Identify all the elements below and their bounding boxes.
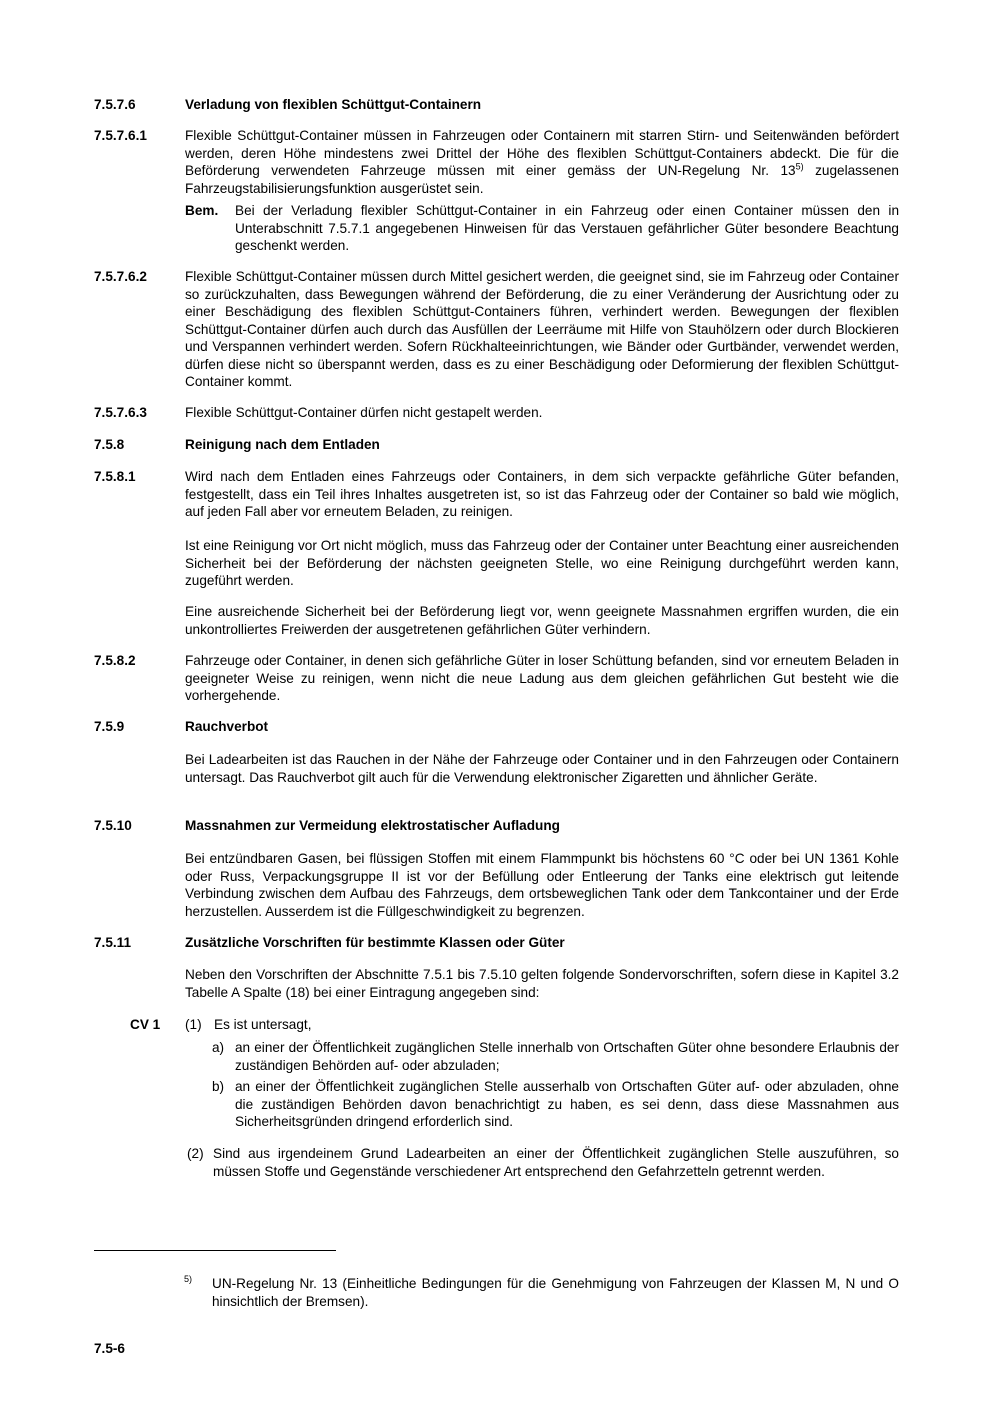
cv1-block [94,1016,899,1034]
section-number: 7.5.8.2 [94,653,136,668]
section-number: 7.5.9 [94,719,125,734]
section-7-5-7-6 [94,96,899,114]
list-item-text: Es ist untersagt, [214,1017,312,1032]
note-text: Bei der Verladung flexibler Schüttgut-Container in ein Fahrzeug oder einen Container müssen den in Unterabschnitt 7.5.7.1 angegebenen Hinweisen für das Verstauen gefährlicher Güter besondere Beachtung geschenkt werden. [235,203,899,253]
section-7-5-9-body [94,751,899,786]
footnote-text: UN-Regelung Nr. 13 (Einheitliche Bedingungen für die Genehmigung von Fahrzeugen der Klassen M, N und O hinsichtlich der Bremsen). [212,1276,899,1309]
cv1-item-2 [94,1145,899,1180]
cv-label: CV 1 [130,1017,161,1032]
note-block [185,202,899,255]
paragraph-text-part: zugelassenen Fahrzeugstabilisierungsfunktion ausgerüstet sein. [185,163,899,196]
section-number: 7.5.7.6.1 [94,128,147,143]
section-number: 7.5.8 [94,437,125,452]
sub-item-text: an einer der Öffentlichkeit zugänglichen Stelle ausserhalb von Ortschaften Güter auf- oder abzuladen, ohne die zuständigen Behörden davon benachrichtigt zu haben, es sei denn, dass diese Massnahmen aus Sicherheitsgründen dringend erforderlich sind. [235,1079,899,1129]
section-paragraph [185,127,899,197]
section-number: 7.5.7.6.3 [94,405,147,420]
footnote-mark: 5) [184,1274,193,1284]
section-7-5-10 [94,817,899,835]
section-number: 7.5.11 [94,935,132,950]
section-paragraph: Fahrzeuge oder Container, in denen sich gefährliche Güter in loser Schüttung befanden, sind vor erneutem Beladen in geeigneter Weise zu reinigen, wenn nicht die neue Ladung aus dem gleichen gefährlichen Gut besteht wie die vorhergehende. [185,653,899,703]
section-paragraph: Neben den Vorschriften der Abschnitte 7.5.1 bis 7.5.10 gelten folgende Sondervorschriften, sofern diese in Kapitel 3.2 Tabelle A Spalte (18) bei einer Eintragung angegeben sind: [185,967,899,1000]
section-number: 7.5.7.6.2 [94,269,147,284]
footnote-reference: 5) [795,161,804,172]
footnote [184,1275,899,1310]
page-number: 7.5-6 [94,1341,125,1356]
section-7-5-7-6-2 [94,268,899,391]
list-item-text: Sind aus irgendeinem Grund Ladearbeiten an einer der Öffentlichkeit zugänglichen Stelle auszuführen, so müssen Stoffe und Gegenstände verschiedener Art entsprechend den Gefahrzetteln getrennt werden. [213,1146,899,1179]
section-7-5-11-body [94,966,899,1001]
list-item-number: (2) [187,1146,204,1161]
section-7-5-8-1-continued [94,603,899,638]
section-heading: Rauchverbot [185,719,269,734]
sub-item-text: an einer der Öffentlichkeit zugänglichen Stelle innerhalb von Ortschaften Güter ohne besondere Erlaubnis der zuständigen Behörden auf- oder abzuladen; [235,1040,899,1073]
section-7-5-8 [94,436,899,454]
sub-item-label: b) [212,1079,225,1094]
section-7-5-7-6-3 [94,404,899,422]
section-paragraph: Bei Ladearbeiten ist das Rauchen in der Nähe der Fahrzeuge oder Container und in den Fahrzeugen oder Containern untersagt. Das Rauchverbot gilt auch für die Verwendung elektronischer Zigaretten und ähnlicher Geräte. [185,752,899,785]
section-7-5-8-1-continued [94,537,899,590]
section-7-5-8-2 [94,652,899,705]
section-paragraph: Bei entzündbaren Gasen, bei flüssigen Stoffen mit einem Flammpunkt bis höchstens 60 °C oder bei UN 1361 Kohle oder Russ, Verpackungsgruppe II ist vor der Befüllung oder Entleerung der Tanks eine elektrisch gut leitende Verbindung zwischen dem Aufbau des Fahrzeugs, dem ortsbeweglichen Tank oder dem Tankcontainer und der Erde herzustellen. Ausserdem ist die Füllgeschwindigkeit zu begrenzen. [185,851,899,919]
footnote-separator [94,1250,336,1251]
section-paragraph: Wird nach dem Entladen eines Fahrzeugs oder Containers, in dem sich verpackte gefährliche Güter befanden, festgestellt, dass ein Teil ihres Inhaltes ausgetreten ist, so ist das Fahrzeug oder der Container so bald wie möglich, auf jeden Fall aber vor erneutem Beladen, zu reinigen. [185,469,899,519]
section-number: 7.5.8.1 [94,469,136,484]
note-label: Bem. [185,203,219,218]
section-heading: Massnahmen zur Vermeidung elektrostatischer Aufladung [185,818,560,833]
section-paragraph: Eine ausreichende Sicherheit bei der Beförderung liegt vor, wenn geeignete Massnahmen ergriffen wurden, die ein unkontrolliertes Freiwerden der ausgetretenen gefährlichen Güter verhindern. [185,604,899,637]
section-number: 7.5.10 [94,818,132,833]
section-7-5-7-6-1 [94,127,899,197]
section-7-5-9 [94,718,899,736]
paragraph-text-part: Flexible Schüttgut-Container müssen in Fahrzeugen oder Containern mit starren Stirn- und Seitenwänden befördert werden, deren Höhe mindestens zwei Drittel der Höhe des flexiblen Schüttgut-Containers abdeckt. Die für die Beförderung verwendeten Fahrzeuge müssen mit einer gemäss der UN-Regelung Nr. 13 [185,128,899,178]
section-heading: Reinigung nach dem Entladen [185,437,380,452]
section-heading: Verladung von flexiblen Schüttgut-Containern [185,97,482,112]
section-heading: Zusätzliche Vorschriften für bestimmte Klassen oder Güter [185,935,565,950]
section-number: 7.5.7.6 [94,97,136,112]
section-paragraph: Flexible Schüttgut-Container dürfen nicht gestapelt werden. [185,405,543,420]
sub-item-label: a) [212,1040,225,1055]
section-7-5-11 [94,934,899,952]
section-paragraph: Flexible Schüttgut-Container müssen durch Mittel gesichert werden, die geeignet sind, sie im Fahrzeug oder Container so zurückzuhalten, dass Bewegungen während der Beförderung, die zu einer Veränderung der Ausrichtung oder zu einer Beschädigung des flexiblen Schüttgut-Containers führen, verhindert werden. Bewegungen der flexiblen Schüttgut-Container dürfen auch durch das Ausfüllen der Leerräume mit Hilfe von Stauhölzern oder durch Blockieren und Verspannen verhindert werden. Sofern Rückhalteeinrichtungen, wie Bänder oder Gurtbänder, verwendet werden, dürfen diese nicht so überspannt werden, dass es zu einer Beschädigung oder Deformierung der flexiblen Schüttgut-Container kommt. [185,269,899,389]
section-7-5-8-1 [94,468,899,521]
section-7-5-10-body [94,850,899,920]
list-item-number: (1) [185,1017,202,1032]
section-paragraph: Ist eine Reinigung vor Ort nicht möglich, muss das Fahrzeug oder der Container unter Beachtung einer ausreichenden Sicherheit bei der Beförderung der nächsten geeigneten Stelle, wo eine Reinigung durchgeführt werden kann, zugeführt werden. [185,538,899,588]
